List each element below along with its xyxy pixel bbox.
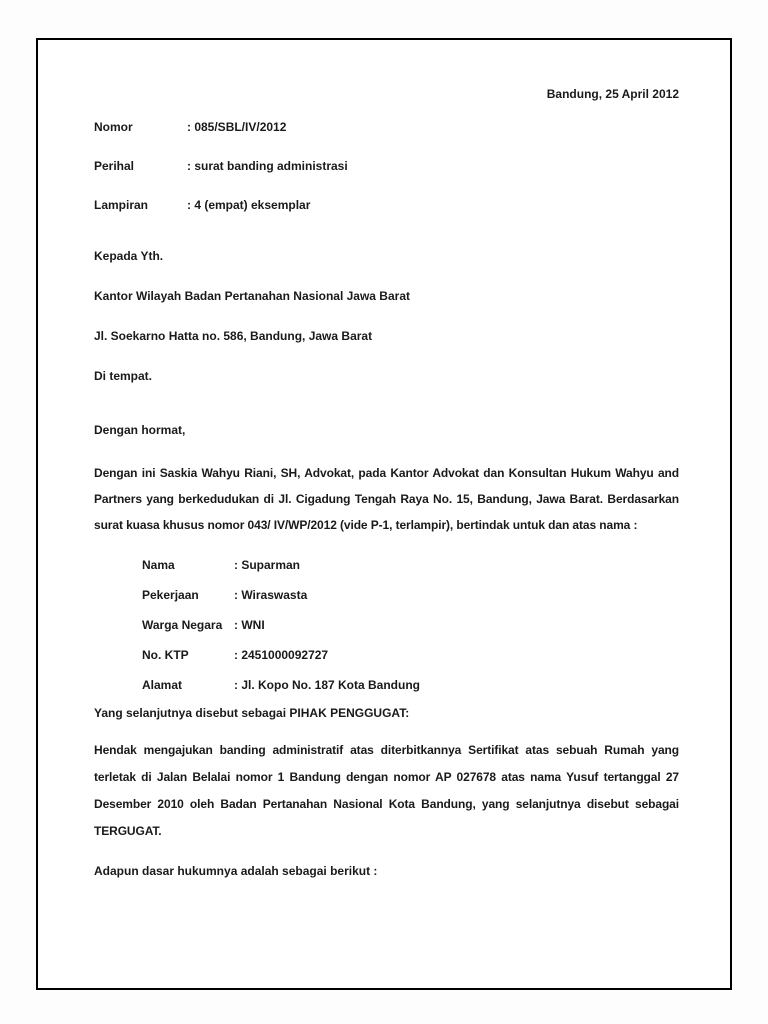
identity-row-alamat — [142, 670, 679, 700]
meta-label: Nomor — [94, 120, 133, 134]
meta-label: Perihal — [94, 159, 135, 173]
page-border — [36, 38, 732, 990]
meta-row-perihal — [94, 158, 679, 174]
meta-value: : 4 (empat) eksemplar — [187, 198, 311, 212]
recipient-line: Kantor Wilayah Badan Pertanahan Nasional Jawa Barat — [94, 289, 410, 303]
meta-row-nomor — [94, 119, 679, 135]
body-text: Hendak mengajukan banding administratif atas diterbitkannya Sertifikat atas sebuah Rumah yang terletak di Jalan Belalai nomor 1 Bandung dengan nomor AP 027678 atas nama Yusuf tertanggal 27 Desember 2010 oleh Badan Pertanahan Nasional Kota Bandung, yang selanjutnya disebut sebagai — [94, 743, 679, 811]
intro-paragraph: Dengan ini Saskia Wahyu Riani, SH, Advokat, pada Kantor Advokat dan Konsultan Hukum Wahyu and Partners yang berkedudukan di Jl. Cigadung Tengah Raya No. 15, Bandung, Jawa Barat. Berdasarkan surat kuasa khusus nomor 043/ IV/WP/2012 (vide P-1, terlampir), bertindak untuk dan atas nama : — [94, 466, 679, 532]
penggugat-emphasis: PIHAK PENGGUGAT: — [289, 706, 410, 720]
body-paragraph — [94, 737, 679, 845]
closing-line: Adapun dasar hukumnya adalah sebagai berikut : — [94, 864, 378, 878]
identity-label: No. KTP — [142, 648, 189, 662]
penggugat-line — [94, 705, 679, 721]
identity-label: Nama — [142, 558, 175, 572]
identity-label: Warga Negara — [142, 618, 223, 632]
identity-row-warga-negara — [142, 610, 679, 640]
identity-label: Pekerjaan — [142, 588, 199, 602]
identity-value: : 2451000092727 — [234, 648, 329, 662]
recipient-line: Di tempat. — [94, 369, 153, 383]
meta-value: : 085/SBL/IV/2012 — [187, 120, 287, 134]
identity-value: : Wiraswasta — [234, 588, 308, 602]
meta-value: : surat banding administrasi — [187, 159, 348, 173]
identity-value: : Jl. Kopo No. 187 Kota Bandung — [234, 678, 421, 692]
identity-row-nama — [142, 550, 679, 580]
penggugat-text: Yang selanjutnya disebut sebagai — [94, 706, 290, 720]
salutation: Dengan hormat, — [94, 423, 186, 437]
recipient-line: Kepada Yth. — [94, 249, 164, 263]
recipient-line: Jl. Soekarno Hatta no. 586, Bandung, Jawa Barat — [94, 329, 373, 343]
meta-block — [94, 119, 679, 213]
tergugat-emphasis: TERGUGAT. — [94, 824, 162, 838]
recipient-block — [94, 248, 679, 384]
identity-row-pekerjaan — [142, 580, 679, 610]
meta-label: Lampiran — [94, 198, 149, 212]
identity-label: Alamat — [142, 678, 183, 692]
identity-row-no-ktp — [142, 640, 679, 670]
identity-value: : Suparman — [234, 558, 301, 572]
identity-value: : WNI — [234, 618, 265, 632]
date-line: Bandung, 25 April 2012 — [546, 87, 679, 101]
letter-document — [38, 40, 730, 879]
meta-row-lampiran — [94, 197, 679, 213]
identity-block — [94, 550, 679, 700]
